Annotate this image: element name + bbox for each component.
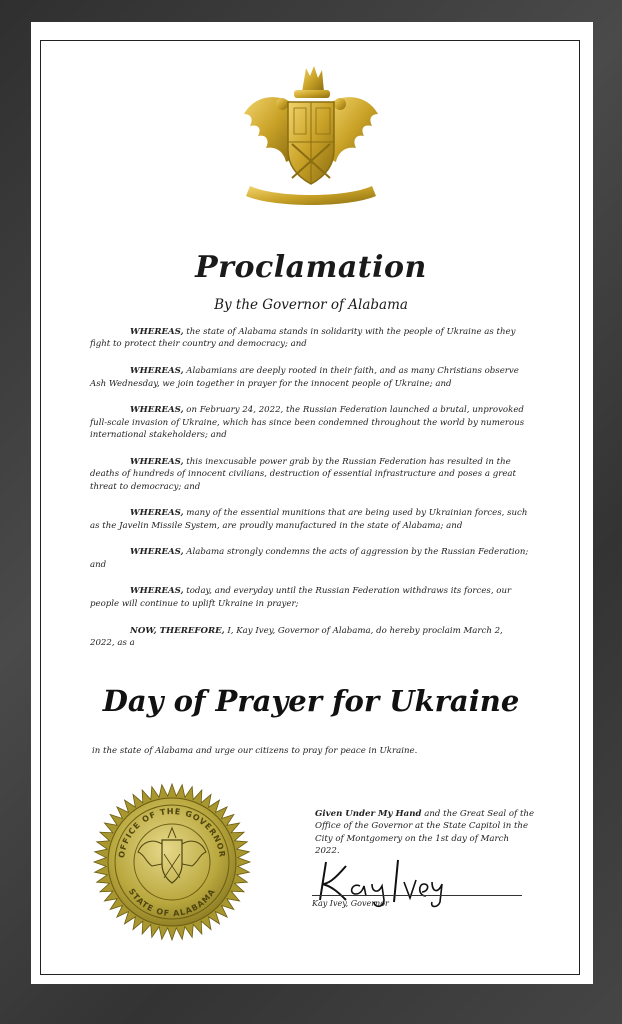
seal-bottom-text: STATE OF ALABAMA xyxy=(126,886,218,919)
paragraph: WHEREAS, on February 24, 2022, the Russian Federation launched a brutal, unprovoked full-scale invasion of Ukraine, which has since been condemned throughout the world by numerous international stakeholders; and xyxy=(90,405,525,441)
page-title: Proclamation xyxy=(195,250,427,285)
page-subtitle: By the Governor of Alabama xyxy=(214,297,408,313)
paragraph: NOW, THEREFORE, I, Kay Ivey, Governor of Alabama, do hereby proclaim March 2, 2022, as a xyxy=(90,625,503,648)
given-under-hand: Given Under My Hand and the Great Seal of the Office of the Governor at the State Capitol in the City of Montgomery on the 1st day of March 2022. xyxy=(315,809,535,857)
signer-name: Kay Ivey, Governor xyxy=(312,899,389,908)
signature-line xyxy=(312,895,522,896)
closing-statement: in the state of Alabama and urge our citizens to pray for peace in Ukraine. xyxy=(92,746,418,756)
coat-of-arms-icon xyxy=(236,62,386,212)
paragraph: WHEREAS, the state of Alabama stands in solidarity with the people of Ukraine as they fight to protect their country and democracy; and xyxy=(90,327,516,350)
paragraph: WHEREAS, many of the essential munitions that are being used by Ukrainian forces, such as the Javelin Missile System, are proudly manufactured in the state of Alabama; and xyxy=(90,508,528,531)
paragraph: WHEREAS, this inexcusable power grab by the Russian Federation has resulted in the deaths of hundreds of innocent civilians, destruction of essential infrastructure and poses a great threat to democracy; and xyxy=(90,456,516,492)
paragraph: WHEREAS, Alabamians are deeply rooted in their faith, and as many Christians observe Ash Wednesday, we join together in prayer for the innocent people of Ukraine; and xyxy=(90,366,519,389)
paragraph: WHEREAS, today, and everyday until the Russian Federation withdraws its forces, our people will continue to uplift Ukraine in prayer; xyxy=(90,586,512,609)
seal-top-text: OFFICE OF THE GOVERNOR xyxy=(117,806,227,859)
proclaimed-day-title: Day of Prayer for Ukraine xyxy=(102,684,520,718)
proclamation-body xyxy=(90,326,530,664)
gold-seal-icon xyxy=(92,782,252,942)
paragraph: WHEREAS, Alabama strongly condemns the acts of aggression by the Russian Federation; and xyxy=(90,547,529,570)
